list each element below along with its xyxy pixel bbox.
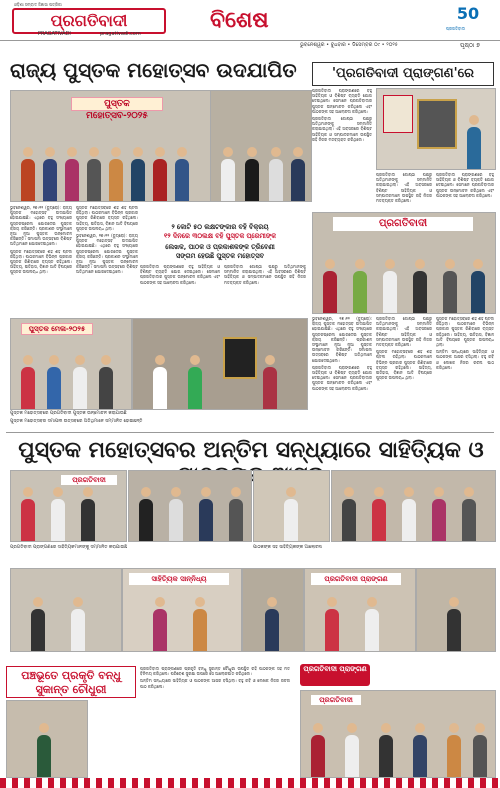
sales-callout bbox=[140, 223, 300, 261]
footer-strip bbox=[0, 778, 500, 788]
article-col-6: ପ୍ରଗତିବାଦୀ ଗୋଷ୍ଠୀ ପକ୍ଷରୁ ଅତିଥିମାନଙ୍କୁ ସମ୍ମାନିତ କରାଯାଇଥିଲା। ଏହି ଅବସରରେ ବିଶିଷ୍ଟ ସାହିତ୍ୟିକ ଓ ସମ୍ପାଦକମାନେ ଉପସ୍ଥିତ ରହି ନିଜର ମତବ୍ୟକ୍ତ କରିଥିଲେ। bbox=[376, 172, 432, 204]
photo-book-release-2 bbox=[10, 318, 132, 410]
page-number: ପୃଷ୍ଠା ୭ bbox=[460, 42, 480, 49]
dateline: ଭୁବନେଶ୍ୱର • ବୁଧବାର • ଡିସେମ୍ବର ୦୯ • ୨୦୨୫ bbox=[300, 42, 398, 48]
article-col-10: ପୁସ୍ତକ ମହୋତ୍ସବରେ ଶହ ଶହ ଷ୍ଟଲ ରହିଥିଲା। ପାଠକମାନେ ବିଭିନ୍ନ ପ୍ରକାର ପୁସ୍ତକ କିଣିବାରେ ବ୍ୟସ୍ତ ରହିଥିଲେ। ସାହିତ୍ୟ, ଇତିହାସ, ବିଜ୍ଞାନ ଆଦି ବିଷୟରେ ପୁସ୍ତକ ଉପଲବ୍ଧ ଥିଲା। ଅନ୍ତିମ ସନ୍ଧ୍ୟାରେ ସାହିତ୍ୟିକ ଓ ପାଠକଙ୍କ ଆସର ବସିଥିଲା। ବହୁ କବି ଓ ଲେଖକ ନିଜର ରଚନା ପାଠ କରିଥିଲେ। bbox=[436, 316, 494, 370]
book-fair-banner: ପୁସ୍ତକ ମହୋତ୍ସବ-୨୦୨୫ bbox=[71, 97, 163, 111]
callout-line-2: ୧୨ ଦିନରେ ୩୦ଲକ୍ଷ ବହି ପୁସ୍ତକ ପ୍ରେମୀଙ୍କ bbox=[163, 232, 277, 240]
anniversary-sub: ପ୍ରଗତିବାଦୀ bbox=[446, 26, 466, 31]
photo-book-fair-release bbox=[10, 90, 212, 202]
anniversary-logo: 50 bbox=[456, 4, 480, 23]
stage-banner: ପ୍ରଗତିବାଦୀ bbox=[333, 217, 473, 231]
nature-friend-box bbox=[6, 666, 136, 698]
callout-line-4: ସଙ୍ଗମ ହେଉଛି ପୁସ୍ତକ ମହୋତ୍ସବ bbox=[175, 252, 265, 260]
caption-3: ପ୍ରଗତିବାଦୀ ପ୍ରାଙ୍ଗଣରେ ସାହିତ୍ୟିକମାନଙ୍କୁ ସମ୍ମାନିତ କରାଯାଉଛି bbox=[10, 545, 128, 550]
caption-2: ପୁସ୍ତକ ମହୋତ୍ସବର ସମାପନୀ ଉତ୍ସବରେ ଅତିଥିମାନେ ସମ୍ମାନିତ ହୋଇଛନ୍ତି bbox=[10, 419, 143, 424]
article-col-7: ପ୍ରଗତିବାଦୀ ପ୍ରାଙ୍ଗଣରେ ବହୁ ସାହିତ୍ୟିକ ଓ ବିଶିଷ୍ଟ ବ୍ୟକ୍ତି ଯୋଗ ଦେଇଥିଲେ। ସେମାନେ ପ୍ରଗତିବାଦୀର ପୁସ୍ତକ ଉନ୍ମୋଚନ କରିଥିଲେ ଏବଂ ପାଠକଙ୍କ ସହ ଆଲୋଚନା କରିଥିଲେ। bbox=[436, 172, 494, 198]
second-headline[interactable]: ପୁସ୍ତକ ମହୋତ୍ସବର ଅନ୍ତିମ ସନ୍ଧ୍ୟାରେ ସାହିତ୍ୟିକ ଓ bbox=[18, 438, 484, 463]
photo-grid-5 bbox=[10, 568, 122, 652]
logo-latin: PRAGATIVADI bbox=[38, 31, 71, 37]
photo-portrait-garland bbox=[376, 88, 496, 170]
article-col-3: ପ୍ରଗତିବାଦୀ ପ୍ରାଙ୍ଗଣରେ ବହୁ ସାହିତ୍ୟିକ ଓ ବିଶିଷ୍ଟ ବ୍ୟକ୍ତି ଯୋଗ ଦେଇଥିଲେ। ସେମାନେ ପ୍ରଗତିବାଦୀର ପୁସ୍ତକ ଉନ୍ମୋଚନ କରିଥିଲେ ଏବଂ ପାଠକଙ୍କ ସହ ଆଲୋଚନା କରିଥିଲେ। bbox=[140, 264, 220, 285]
article-col-5: ପ୍ରଗତିବାଦୀ ପ୍ରାଙ୍ଗଣରେ ବହୁ ସାହିତ୍ୟିକ ଓ ବିଶିଷ୍ଟ ବ୍ୟକ୍ତି ଯୋଗ ଦେଇଥିଲେ। ସେମାନେ ପ୍ରଗତିବାଦୀର ପୁସ୍ତକ ଉନ୍ମୋଚନ କରିଥିଲେ ଏବଂ ପାଠକଙ୍କ ସହ ଆଲୋଚନା କରିଥିଲେ। ପ୍ରଗତିବାଦୀ ଗୋଷ୍ଠୀ ପକ୍ଷରୁ ଅତିଥିମାନଙ୍କୁ ସମ୍ମାନିତ କରାଯାଇଥିଲା। ଏହି ଅବସରରେ ବିଶିଷ୍ଟ ସାହିତ୍ୟିକ ଓ ସମ୍ପାଦକମାନେ ଉପସ୍ଥିତ ରହି ନିଜର ମତବ୍ୟକ୍ତ କରିଥିଲେ। bbox=[312, 88, 372, 142]
book-fair-banner-2: ପୁସ୍ତକ ମେଳା-୨୦୨୫ bbox=[21, 323, 93, 335]
prog-banner: ପ୍ରଗତିବାଦୀ ପ୍ରାଙ୍ଗଣ bbox=[311, 573, 401, 585]
photo-sukanta bbox=[6, 700, 88, 778]
infobox-line-2: ସୁକାନ୍ତ ଚୌଧୁରୀ bbox=[35, 683, 107, 696]
article-col-11: ପ୍ରଗତିବାଦୀ ପ୍ରାଙ୍ଗଣରେ ପ୍ରକୃତି ବନ୍ଧୁ ସୁକାନ୍ତ ଚୌଧୁରୀ ଉପସ୍ଥିତ ରହି ପାଠକଙ୍କ ସହ ମତ ବିନିମୟ କରିଥିଲେ। ପରିବେଶ ସୁରକ୍ଷା ଉପରେ ସେ ଆଲୋକପାତ କରିଥିଲେ। ଅନ୍ତିମ ସନ୍ଧ୍ୟାରେ ସାହିତ୍ୟିକ ଓ ପାଠକଙ୍କ ଆସର ବସିଥିଲା। ବହୁ କବି ଓ ଲେଖକ ନିଜର ରଚନା ପାଠ କରିଥିଲେ। bbox=[140, 666, 290, 689]
photo-grid-8 bbox=[304, 568, 416, 652]
photo-grid-9 bbox=[416, 568, 496, 652]
bottom-banner: ପ୍ରଗତିବାଦୀ bbox=[311, 695, 361, 705]
photo-grid-6 bbox=[122, 568, 242, 652]
photo-pragativadi-stage bbox=[312, 212, 496, 314]
caption-4: ପାଠକଙ୍କ ସହ ସାହିତ୍ୟିକଙ୍କ ଆଲୋଚନା bbox=[253, 545, 322, 550]
photo-grid-1 bbox=[10, 470, 127, 542]
masthead-tagline: ଓଡ଼ିଶା ସମ୍ବାଦ ଜିଜ୍ଞାସା ପତ୍ରିକା bbox=[14, 2, 62, 7]
callout-line-3: ଲେଖକ, ପାଠକ ଓ ପ୍ରକାଶକଙ୍କ ତ୍ରିବେଣୀ bbox=[165, 243, 275, 251]
photo-bottom-right bbox=[300, 690, 496, 778]
article-col-9: ପ୍ରଗତିବାଦୀ ଗୋଷ୍ଠୀ ପକ୍ଷରୁ ଅତିଥିମାନଙ୍କୁ ସମ୍ମାନିତ କରାଯାଇଥିଲା। ଏହି ଅବସରରେ ବିଶିଷ୍ଟ ସାହିତ୍ୟିକ ଓ ସମ୍ପାଦକମାନେ ଉପସ୍ଥିତ ରହି ନିଜର ମତବ୍ୟକ୍ତ କରିଥିଲେ। ପୁସ୍ତକ ମହୋତ୍ସବରେ ଶହ ଶହ ଷ୍ଟଲ ରହିଥିଲା। ପାଠକମାନେ ବିଭିନ୍ନ ପ୍ରକାର ପୁସ୍ତକ କିଣିବାରେ ବ୍ୟସ୍ତ ରହିଥିଲେ। ସାହିତ୍ୟ, ଇତିହାସ, ବିଜ୍ଞାନ ଆଦି ବିଷୟରେ ପୁସ୍ତକ ଉପଲବ୍ଧ ଥିଲା। bbox=[376, 316, 432, 381]
article-col-1: ଭୁବନେଶ୍ୱର, ୧୭।୧୨ (ବ୍ୟୁରୋ): ରାଜ୍ୟ ପୁସ୍ତକ ମହୋତ୍ସବ ଉଦଯାପିତ ହୋଇଯାଇଛି। ଏଥିରେ ବହୁ ସଂଖ୍ୟାରେ ପୁସ୍ତକପ୍ରେମୀ ଯୋଗଦେଇ ପୁସ୍ତକ କ୍ରୟ କରିଛନ୍ତି। ପ୍ରକାଶନ ସଂସ୍ଥାମାନେ ନୂଆ ନୂଆ ପୁସ୍ତକ ଉନ୍ମୋଚନ କରିଛନ୍ତି। ସମାପନୀ ଉତ୍ସବରେ ବିଶିଷ୍ଟ ଅତିଥିମାନେ ଯୋଗଦେଇଥିଲେ। ପୁସ୍ତକ ମହୋତ୍ସବରେ ଶହ ଶହ ଷ୍ଟଲ ରହିଥିଲା। ପାଠକମାନେ ବିଭିନ୍ନ ପ୍ରକାର ପୁସ୍ତକ କିଣିବାରେ ବ୍ୟସ୍ତ ରହିଥିଲେ। ସାହିତ୍ୟ, ଇତିହାସ, ବିଜ୍ଞାନ ଆଦି ବିଷୟରେ ପୁସ୍ତକ ଉପଲବ୍ଧ ଥିଲା। bbox=[10, 205, 72, 275]
grid-banner-1: ପ୍ରଗତିବାଦୀ bbox=[61, 475, 117, 485]
logo-url: pragativadi.com bbox=[100, 31, 141, 37]
photo-grid-4 bbox=[331, 470, 496, 542]
infobox-line-1: ପଞ୍ଚଭୂତେ ପ୍ରକୃତି ବନ୍ଧୁ bbox=[21, 669, 121, 682]
section-title: ବିଶେଷ bbox=[210, 8, 269, 33]
photo-grid-7 bbox=[242, 568, 304, 652]
section-divider bbox=[6, 432, 494, 433]
callout-line-1: ୨ କୋଟି ୫୦ ଲକ୍ଷଟଙ୍କାର ବହି ବିକ୍ରୟ bbox=[171, 223, 269, 231]
side-headline[interactable]: 'ପ୍ରଗତିବାଦୀ ପ୍ରାଙ୍ଗଣ'ରେ bbox=[312, 62, 494, 86]
newspaper-logo[interactable]: ପ୍ରଗତିବାଦୀ bbox=[12, 8, 166, 34]
photo-portrait-presentation bbox=[132, 318, 308, 410]
main-headline[interactable]: ରାଜ୍ୟ ପୁସ୍ତକ ମହୋତ୍ସବ ଉଦଯାପିତ bbox=[10, 58, 297, 82]
article-col-8: ଭୁବନେଶ୍ୱର, ୧୭।୧୨ (ବ୍ୟୁରୋ): ରାଜ୍ୟ ପୁସ୍ତକ ମହୋତ୍ସବ ଉଦଯାପିତ ହୋଇଯାଇଛି। ଏଥିରେ ବହୁ ସଂଖ୍ୟାରେ ପୁସ୍ତକପ୍ରେମୀ ଯୋଗଦେଇ ପୁସ୍ତକ କ୍ରୟ କରିଛନ୍ତି। ପ୍ରକାଶନ ସଂସ୍ଥାମାନେ ନୂଆ ନୂଆ ପୁସ୍ତକ ଉନ୍ମୋଚନ କରିଛନ୍ତି। ସମାପନୀ ଉତ୍ସବରେ ବିଶିଷ୍ଟ ଅତିଥିମାନେ ଯୋଗଦେଇଥିଲେ। ପ୍ରଗତିବାଦୀ ପ୍ରାଙ୍ଗଣରେ ବହୁ ସାହିତ୍ୟିକ ଓ ବିଶିଷ୍ଟ ବ୍ୟକ୍ତି ଯୋଗ ଦେଇଥିଲେ। ସେମାନେ ପ୍ରଗତିବାଦୀର ପୁସ୍ତକ ଉନ୍ମୋଚନ କରିଥିଲେ ଏବଂ ପାଠକଙ୍କ ସହ ଆଲୋଚନା କରିଥିଲେ। bbox=[312, 316, 372, 391]
photo-grid-3 bbox=[253, 470, 330, 542]
photo-dignitaries bbox=[210, 90, 312, 202]
pragativadi-badge: ପ୍ରଗତିବାଦୀ ପ୍ରାଙ୍ଗଣ bbox=[300, 664, 370, 686]
article-col-2: ପୁସ୍ତକ ମହୋତ୍ସବରେ ଶହ ଶହ ଷ୍ଟଲ ରହିଥିଲା। ପାଠକମାନେ ବିଭିନ୍ନ ପ୍ରକାର ପୁସ୍ତକ କିଣିବାରେ ବ୍ୟସ୍ତ ରହିଥିଲେ। ସାହିତ୍ୟ, ଇତିହାସ, ବିଜ୍ଞାନ ଆଦି ବିଷୟରେ ପୁସ୍ତକ ଉପଲବ୍ଧ ଥିଲା। ଭୁବନେଶ୍ୱର, ୧୭।୧୨ (ବ୍ୟୁରୋ): ରାଜ୍ୟ ପୁସ୍ତକ ମହୋତ୍ସବ ଉଦଯାପିତ ହୋଇଯାଇଛି। ଏଥିରେ ବହୁ ସଂଖ୍ୟାରେ ପୁସ୍ତକପ୍ରେମୀ ଯୋଗଦେଇ ପୁସ୍ତକ କ୍ରୟ କରିଛନ୍ତି। ପ୍ରକାଶନ ସଂସ୍ଥାମାନେ ନୂଆ ନୂଆ ପୁସ୍ତକ ଉନ୍ମୋଚନ କରିଛନ୍ତି। ସମାପନୀ ଉତ୍ସବରେ ବିଶିଷ୍ଟ ଅତିଥିମାନେ ଯୋଗଦେଇଥିଲେ। bbox=[76, 205, 138, 275]
article-col-4: ପ୍ରଗତିବାଦୀ ଗୋଷ୍ଠୀ ପକ୍ଷରୁ ଅତିଥିମାନଙ୍କୁ ସମ୍ମାନିତ କରାଯାଇଥିଲା। ଏହି ଅବସରରେ ବିଶିଷ୍ଟ ସାହିତ୍ୟିକ ଓ ସମ୍ପାଦକମାନେ ଉପସ୍ଥିତ ରହି ନିଜର ମତବ୍ୟକ୍ତ କରିଥିଲେ। bbox=[224, 264, 306, 285]
lit-banner: ସାହିତ୍ୟିକ ସାନ୍ନିଧ୍ୟ bbox=[129, 573, 229, 585]
photo-grid-2 bbox=[128, 470, 252, 542]
caption-1: ପୁସ୍ତକ ମହୋତ୍ସବରେ ପ୍ରଗତିବାଦୀ ପୁସ୍ତକ ଉନ୍ମୋଚନ କରାଯାଉଛି bbox=[10, 411, 127, 416]
